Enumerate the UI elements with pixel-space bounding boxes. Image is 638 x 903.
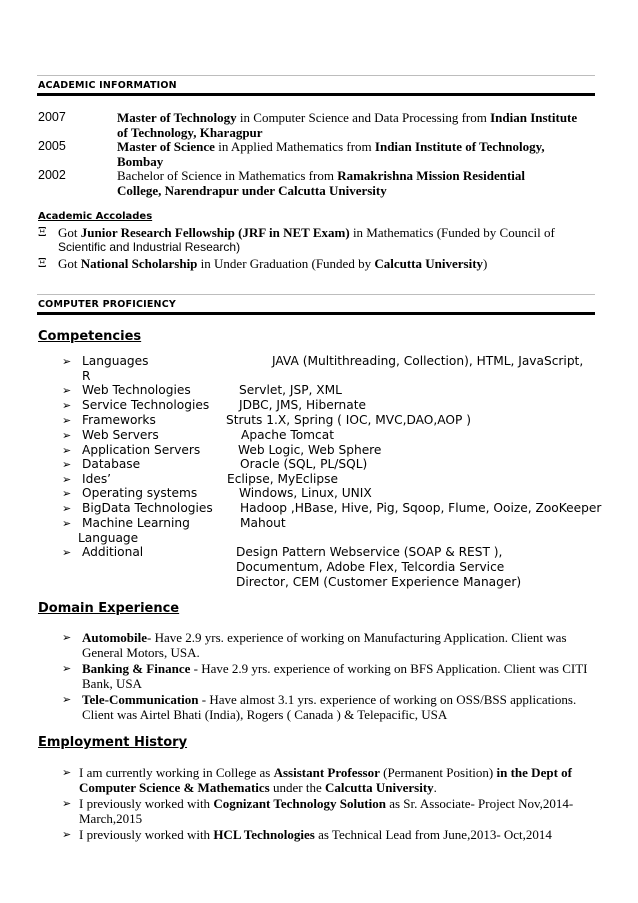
skill-value: Windows, Linux, UNIX xyxy=(239,486,372,500)
section-top-rule xyxy=(37,294,595,295)
domain-line xyxy=(82,645,200,661)
computer-heading: COMPUTER PROFICIENCY xyxy=(38,299,176,310)
domain-heading: Domain Experience xyxy=(38,601,180,616)
text-run: I previously worked with xyxy=(79,796,214,811)
employment-line xyxy=(79,796,573,812)
bold-text: Calcutta University xyxy=(324,780,434,795)
skill-label: Web Servers xyxy=(82,428,159,442)
bold-text: Assistant Professor xyxy=(273,765,380,780)
skill-label: Machine Learning xyxy=(82,516,190,530)
bold-text: Tele-Communication xyxy=(82,692,199,707)
skill-value-continued: Director, CEM (Customer Experience Manager) xyxy=(236,575,522,589)
section-divider xyxy=(37,312,595,315)
text-run: Scientific and Industrial Research) xyxy=(58,240,241,254)
arrow-bullet-icon: ➢ xyxy=(62,631,72,644)
employment-line xyxy=(79,765,572,781)
arrow-bullet-icon: ➢ xyxy=(62,355,72,368)
domain-line xyxy=(82,630,567,646)
arrow-bullet-icon: ➢ xyxy=(62,384,72,397)
arrow-bullet-icon: ➢ xyxy=(62,797,72,810)
skill-label: Operating systems xyxy=(82,486,198,500)
entry-year: 2002 xyxy=(38,168,66,182)
arrow-bullet-icon: ➢ xyxy=(62,487,72,500)
text-run: March,2015 xyxy=(79,811,143,826)
text-run: General Motors, USA. xyxy=(82,645,200,660)
domain-line xyxy=(82,676,142,692)
arrow-bullet-icon: ➢ xyxy=(62,429,72,442)
text-run: as Technical Lead from June,2013- Oct,2014 xyxy=(314,827,552,842)
skill-label: Application Servers xyxy=(82,443,201,457)
arrow-bullet-icon: ➢ xyxy=(62,662,72,675)
xi-bullet-icon: Ξ xyxy=(38,256,47,270)
text-run: Bank, USA xyxy=(82,676,142,691)
skill-label: Languages xyxy=(82,354,149,368)
employment-line xyxy=(79,811,142,827)
text-run: in Applied Mathematics from xyxy=(214,139,375,154)
text-run: in Mathematics (Funded by Council of xyxy=(349,225,555,240)
skill-label: Database xyxy=(82,457,141,471)
skill-value: JAVA (Multithreading, Collection), HTML, JavaScript, xyxy=(272,354,584,368)
skill-value: Design Pattern Webservice (SOAP & REST ), xyxy=(236,545,503,559)
text-run: under the xyxy=(269,780,325,795)
text-run: Bachelor of Science in Mathematics from xyxy=(117,168,338,183)
text-run: - Have almost 3.1 yrs. experience of working on OSS/BSS applications. xyxy=(198,692,577,707)
bold-text: Master of Technology xyxy=(117,110,237,125)
competencies-heading: Competencies xyxy=(38,329,142,344)
domain-line xyxy=(82,661,588,677)
bold-text: Indian Institute xyxy=(490,110,578,125)
skill-label: Web Technologies xyxy=(82,383,191,397)
skill-value: Struts 1.X, Spring ( IOC, MVC,DAO,AOP ) xyxy=(226,413,471,427)
domain-line xyxy=(82,707,447,723)
skill-value: Oracle (SQL, PL/SQL) xyxy=(240,457,368,471)
accolade-line xyxy=(58,225,555,241)
xi-bullet-icon: Ξ xyxy=(38,225,47,239)
entry-line xyxy=(117,183,387,199)
entry-line xyxy=(117,139,545,155)
skill-value-continued: Documentum, Adobe Flex, Telcordia Service xyxy=(236,560,505,574)
employment-line xyxy=(79,780,437,796)
skill-label: Ides’ xyxy=(82,472,112,486)
text-run: Got xyxy=(58,256,81,271)
text-run: . xyxy=(433,780,437,795)
text-run: in Computer Science and Data Processing from xyxy=(236,110,491,125)
skill-label: Frameworks xyxy=(82,413,156,427)
arrow-bullet-icon: ➢ xyxy=(62,517,72,530)
arrow-bullet-icon: ➢ xyxy=(62,414,72,427)
entry-year: 2007 xyxy=(38,110,66,124)
arrow-bullet-icon: ➢ xyxy=(62,458,72,471)
bold-text: Master of Science xyxy=(117,139,215,154)
bold-text: Calcutta University xyxy=(374,256,484,271)
arrow-bullet-icon: ➢ xyxy=(62,473,72,486)
section-top-rule xyxy=(37,75,595,76)
entry-year: 2005 xyxy=(38,139,66,153)
text-run: - Have 2.9 yrs. experience of working on Manufacturing Application. Client was xyxy=(147,630,567,645)
bold-text: Banking & Finance xyxy=(82,661,191,676)
skill-value: Eclipse, MyEclipse xyxy=(227,472,338,486)
section-divider xyxy=(37,93,595,96)
domain-line xyxy=(82,692,576,708)
bold-text: Indian Institute of Technology, xyxy=(374,139,545,154)
arrow-bullet-icon: ➢ xyxy=(62,444,72,457)
skill-label: Additional xyxy=(82,545,144,559)
bold-text: of Technology, Kharagpur xyxy=(117,125,263,140)
employment-line xyxy=(79,827,552,843)
arrow-bullet-icon: ➢ xyxy=(62,502,72,515)
skill-label-continued: R xyxy=(82,369,91,383)
employment-heading: Employment History xyxy=(38,735,188,750)
bold-text: in the Dept of xyxy=(496,765,572,780)
arrow-bullet-icon: ➢ xyxy=(62,546,72,559)
bold-text: HCL Technologies xyxy=(213,827,315,842)
skill-value: Hadoop ,HBase, Hive, Pig, Sqoop, Flume, Ooize, ZooKeeper xyxy=(240,501,602,515)
entry-line xyxy=(117,168,525,184)
skill-value: JDBC, JMS, Hibernate xyxy=(239,398,367,412)
skill-value: Mahout xyxy=(240,516,286,530)
bold-text: Bombay xyxy=(117,154,164,169)
text-run: - Have 2.9 yrs. experience of working on BFS Application. Client was CITI xyxy=(190,661,588,676)
bold-text: Ramakrishna Mission Residential xyxy=(337,168,526,183)
bold-text: Junior Research Fellowship (JRF in NET Exam) xyxy=(80,225,350,240)
text-run: I previously worked with xyxy=(79,827,214,842)
accolade-line xyxy=(58,256,487,272)
text-run: (Permanent Position) xyxy=(379,765,497,780)
text-run: ) xyxy=(483,256,488,271)
skill-label: BigData Technologies xyxy=(82,501,213,515)
text-run: Client was Airtel Bhati (India), Rogers ( Canada ) & Telepacific, USA xyxy=(82,707,448,722)
bold-text: National Scholarship xyxy=(80,256,198,271)
arrow-bullet-icon: ➢ xyxy=(62,828,72,841)
arrow-bullet-icon: ➢ xyxy=(62,766,72,779)
arrow-bullet-icon: ➢ xyxy=(62,693,72,706)
arrow-bullet-icon: ➢ xyxy=(62,399,72,412)
skill-value: Apache Tomcat xyxy=(241,428,334,442)
text-run: in Under Graduation (Funded by xyxy=(197,256,375,271)
skill-value: Web Logic, Web Sphere xyxy=(238,443,382,457)
accolades-heading: Academic Accolades xyxy=(38,211,153,222)
text-run: as Sr. Associate- Project Nov,2014- xyxy=(385,796,574,811)
academic-heading: ACADEMIC INFORMATION xyxy=(38,80,177,91)
text-run: Got xyxy=(58,225,81,240)
bold-text: Automobile xyxy=(82,630,147,645)
bold-text: Computer Science & Mathematics xyxy=(79,780,270,795)
skill-value: Servlet, JSP, XML xyxy=(239,383,342,397)
bold-text: Cognizant Technology Solution xyxy=(213,796,386,811)
entry-line xyxy=(117,110,577,126)
skill-label-continued: Language xyxy=(78,531,139,545)
skill-label: Service Technologies xyxy=(82,398,210,412)
bold-text: College, Narendrapur under Calcutta University xyxy=(117,183,387,198)
accolade-line xyxy=(58,240,240,254)
text-run: I am currently working in College as xyxy=(79,765,274,780)
